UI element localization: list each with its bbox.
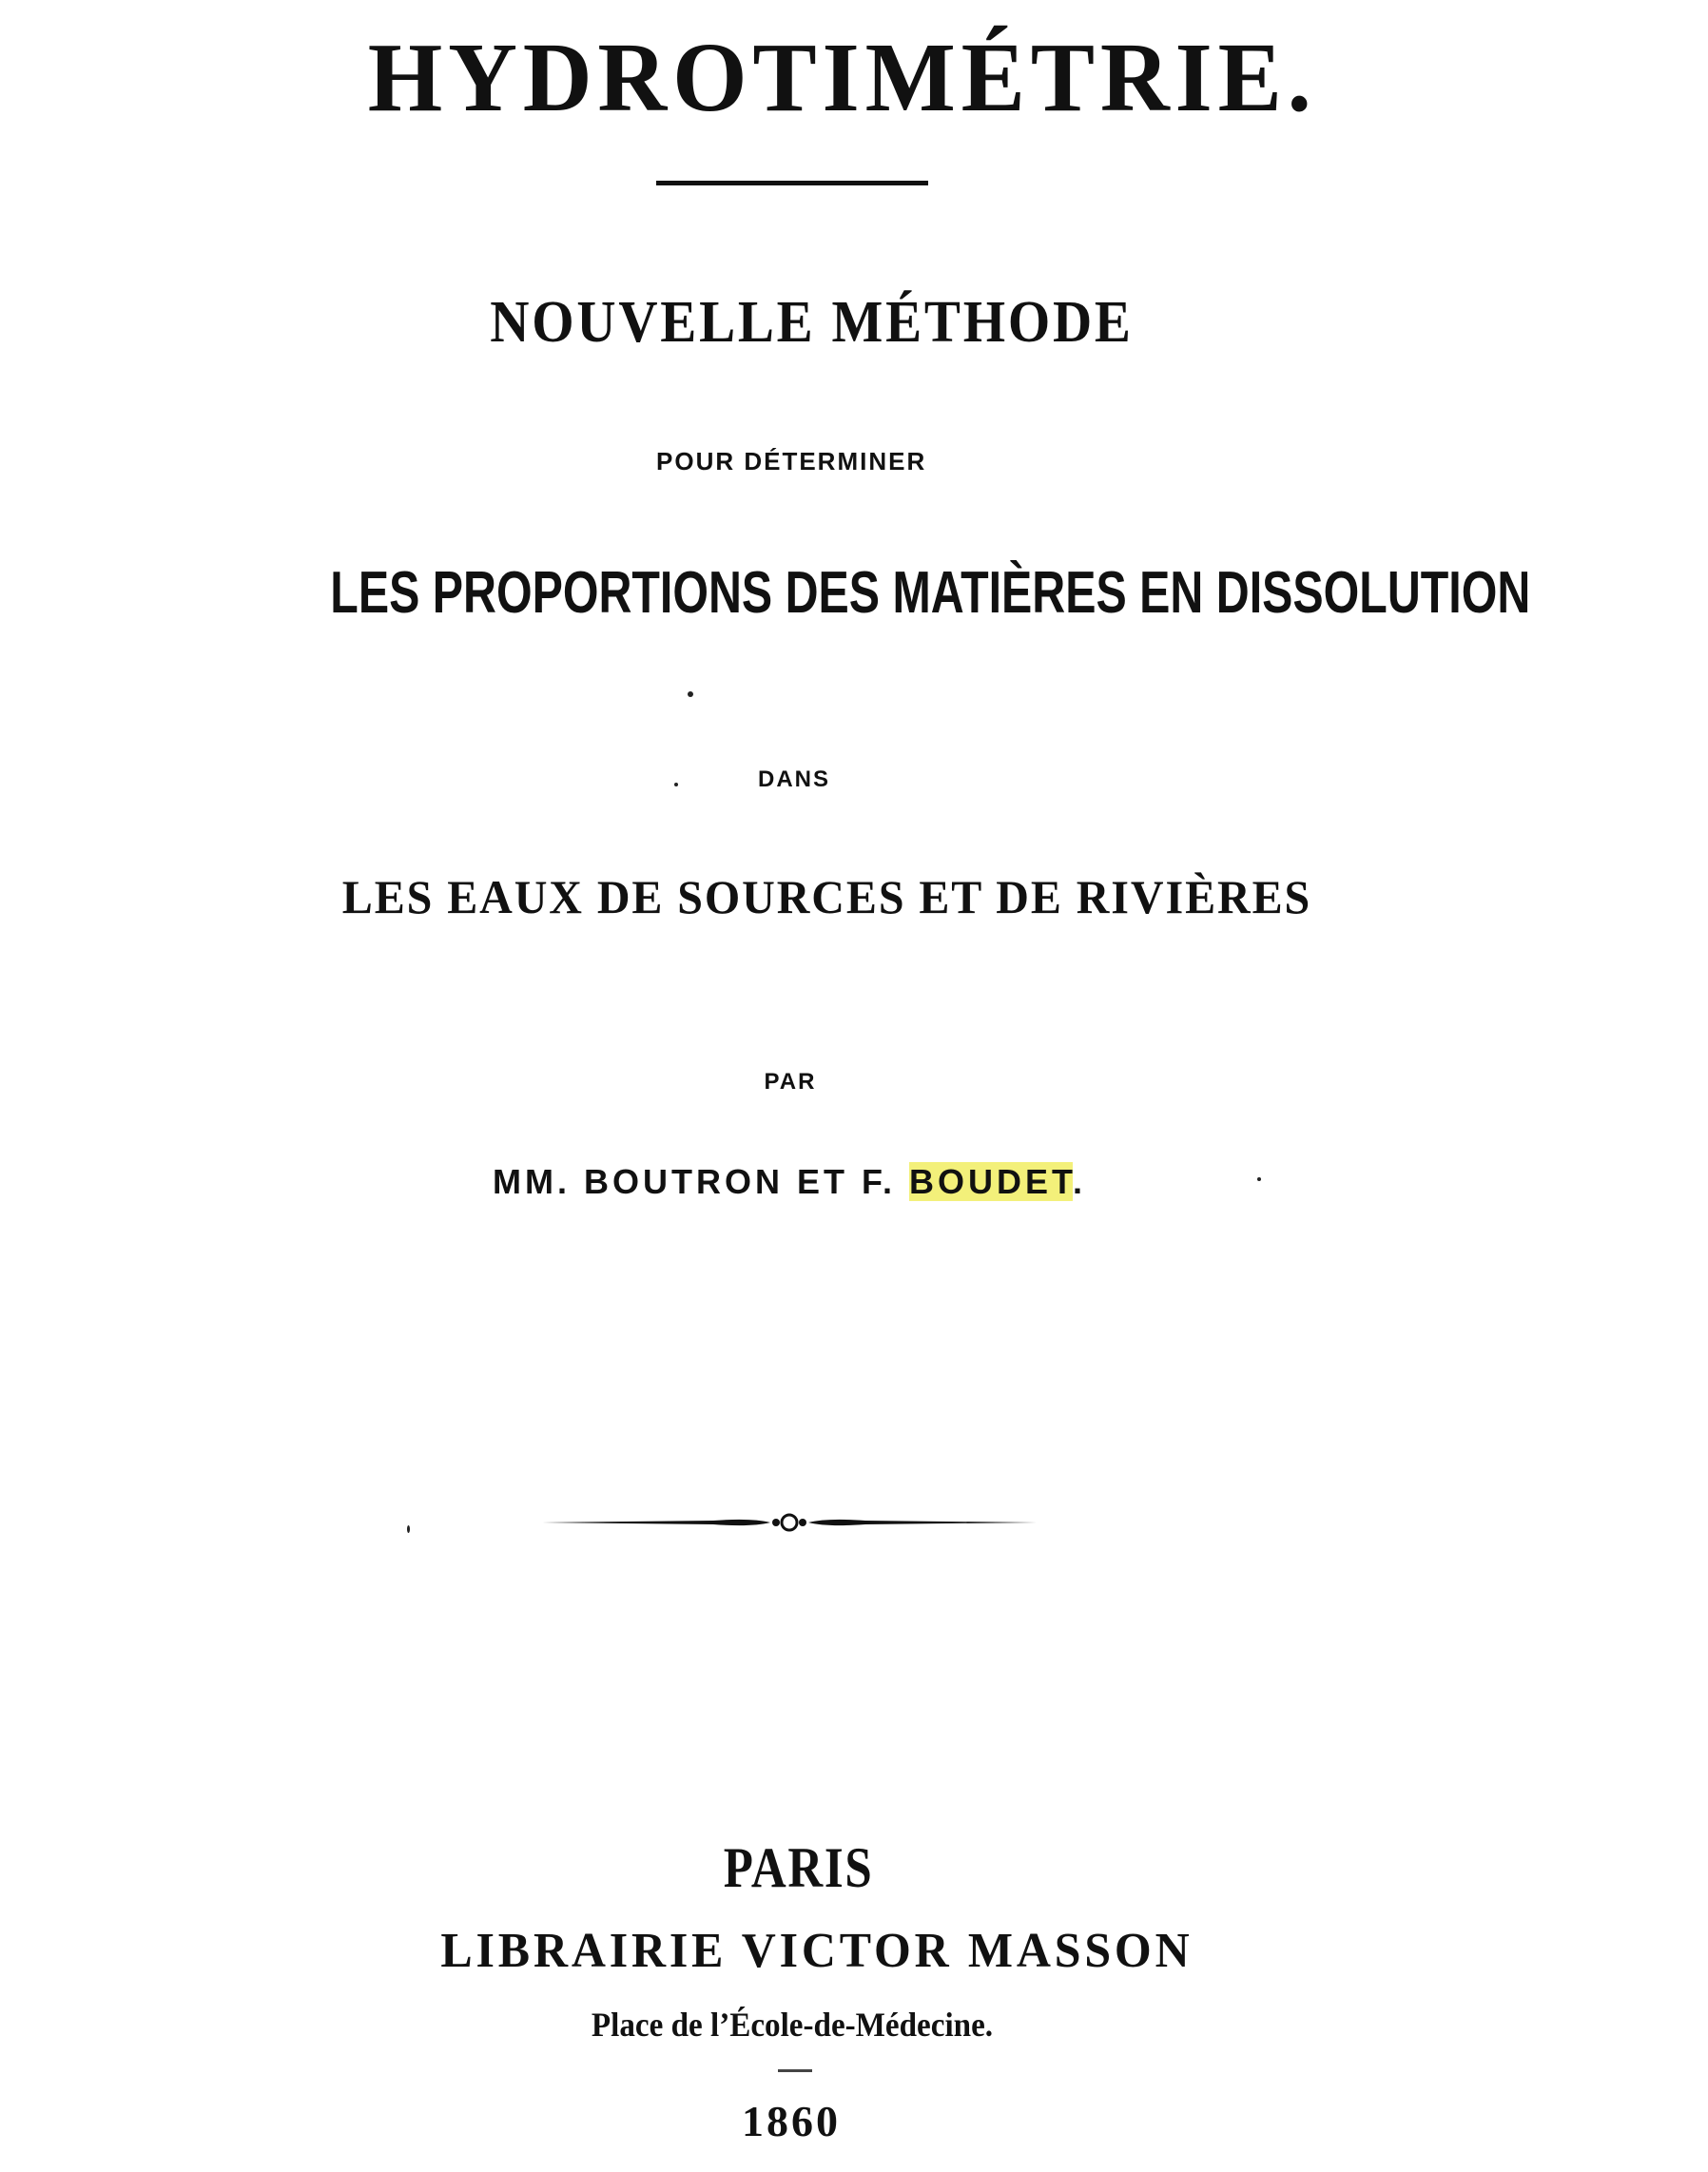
imprint-city: PARIS (723, 1836, 874, 1899)
authors-line (456, 1162, 1122, 1202)
purpose-object: LES EAUX DE SOURCES ET DE RIVIÈRES (341, 870, 1312, 923)
purpose-main: LES PROPORTIONS DES MATIÈRES EN DISSOLUTION (330, 560, 1531, 626)
imprint-address: Place de l’École-de-Médecine. (591, 2006, 994, 2044)
authors-suffix: . (1072, 1162, 1086, 1201)
ornamental-divider (542, 1508, 1037, 1537)
print-speck (688, 691, 693, 697)
print-speck (407, 1525, 410, 1533)
imprint-publisher: LIBRAIRIE VICTOR MASSON (440, 1924, 1194, 1978)
subtitle: NOUVELLE MÉTHODE (490, 290, 1134, 355)
highlighted-author-name: BOUDET (908, 1162, 1073, 1201)
imprint-rule (778, 2069, 812, 2072)
purpose-prefix: POUR DÉTERMINER (656, 447, 927, 475)
authors-prefix: MM. BOUTRON ET F. (492, 1162, 909, 1201)
by-label: PAR (764, 1069, 817, 1095)
book-title: HYDROTIMÉTRIE. (367, 23, 1317, 132)
print-speck (674, 783, 678, 786)
print-speck (1257, 1177, 1261, 1181)
imprint-year: 1860 (742, 2097, 841, 2145)
title-rule (656, 181, 928, 185)
connector-word: DANS (757, 766, 830, 792)
